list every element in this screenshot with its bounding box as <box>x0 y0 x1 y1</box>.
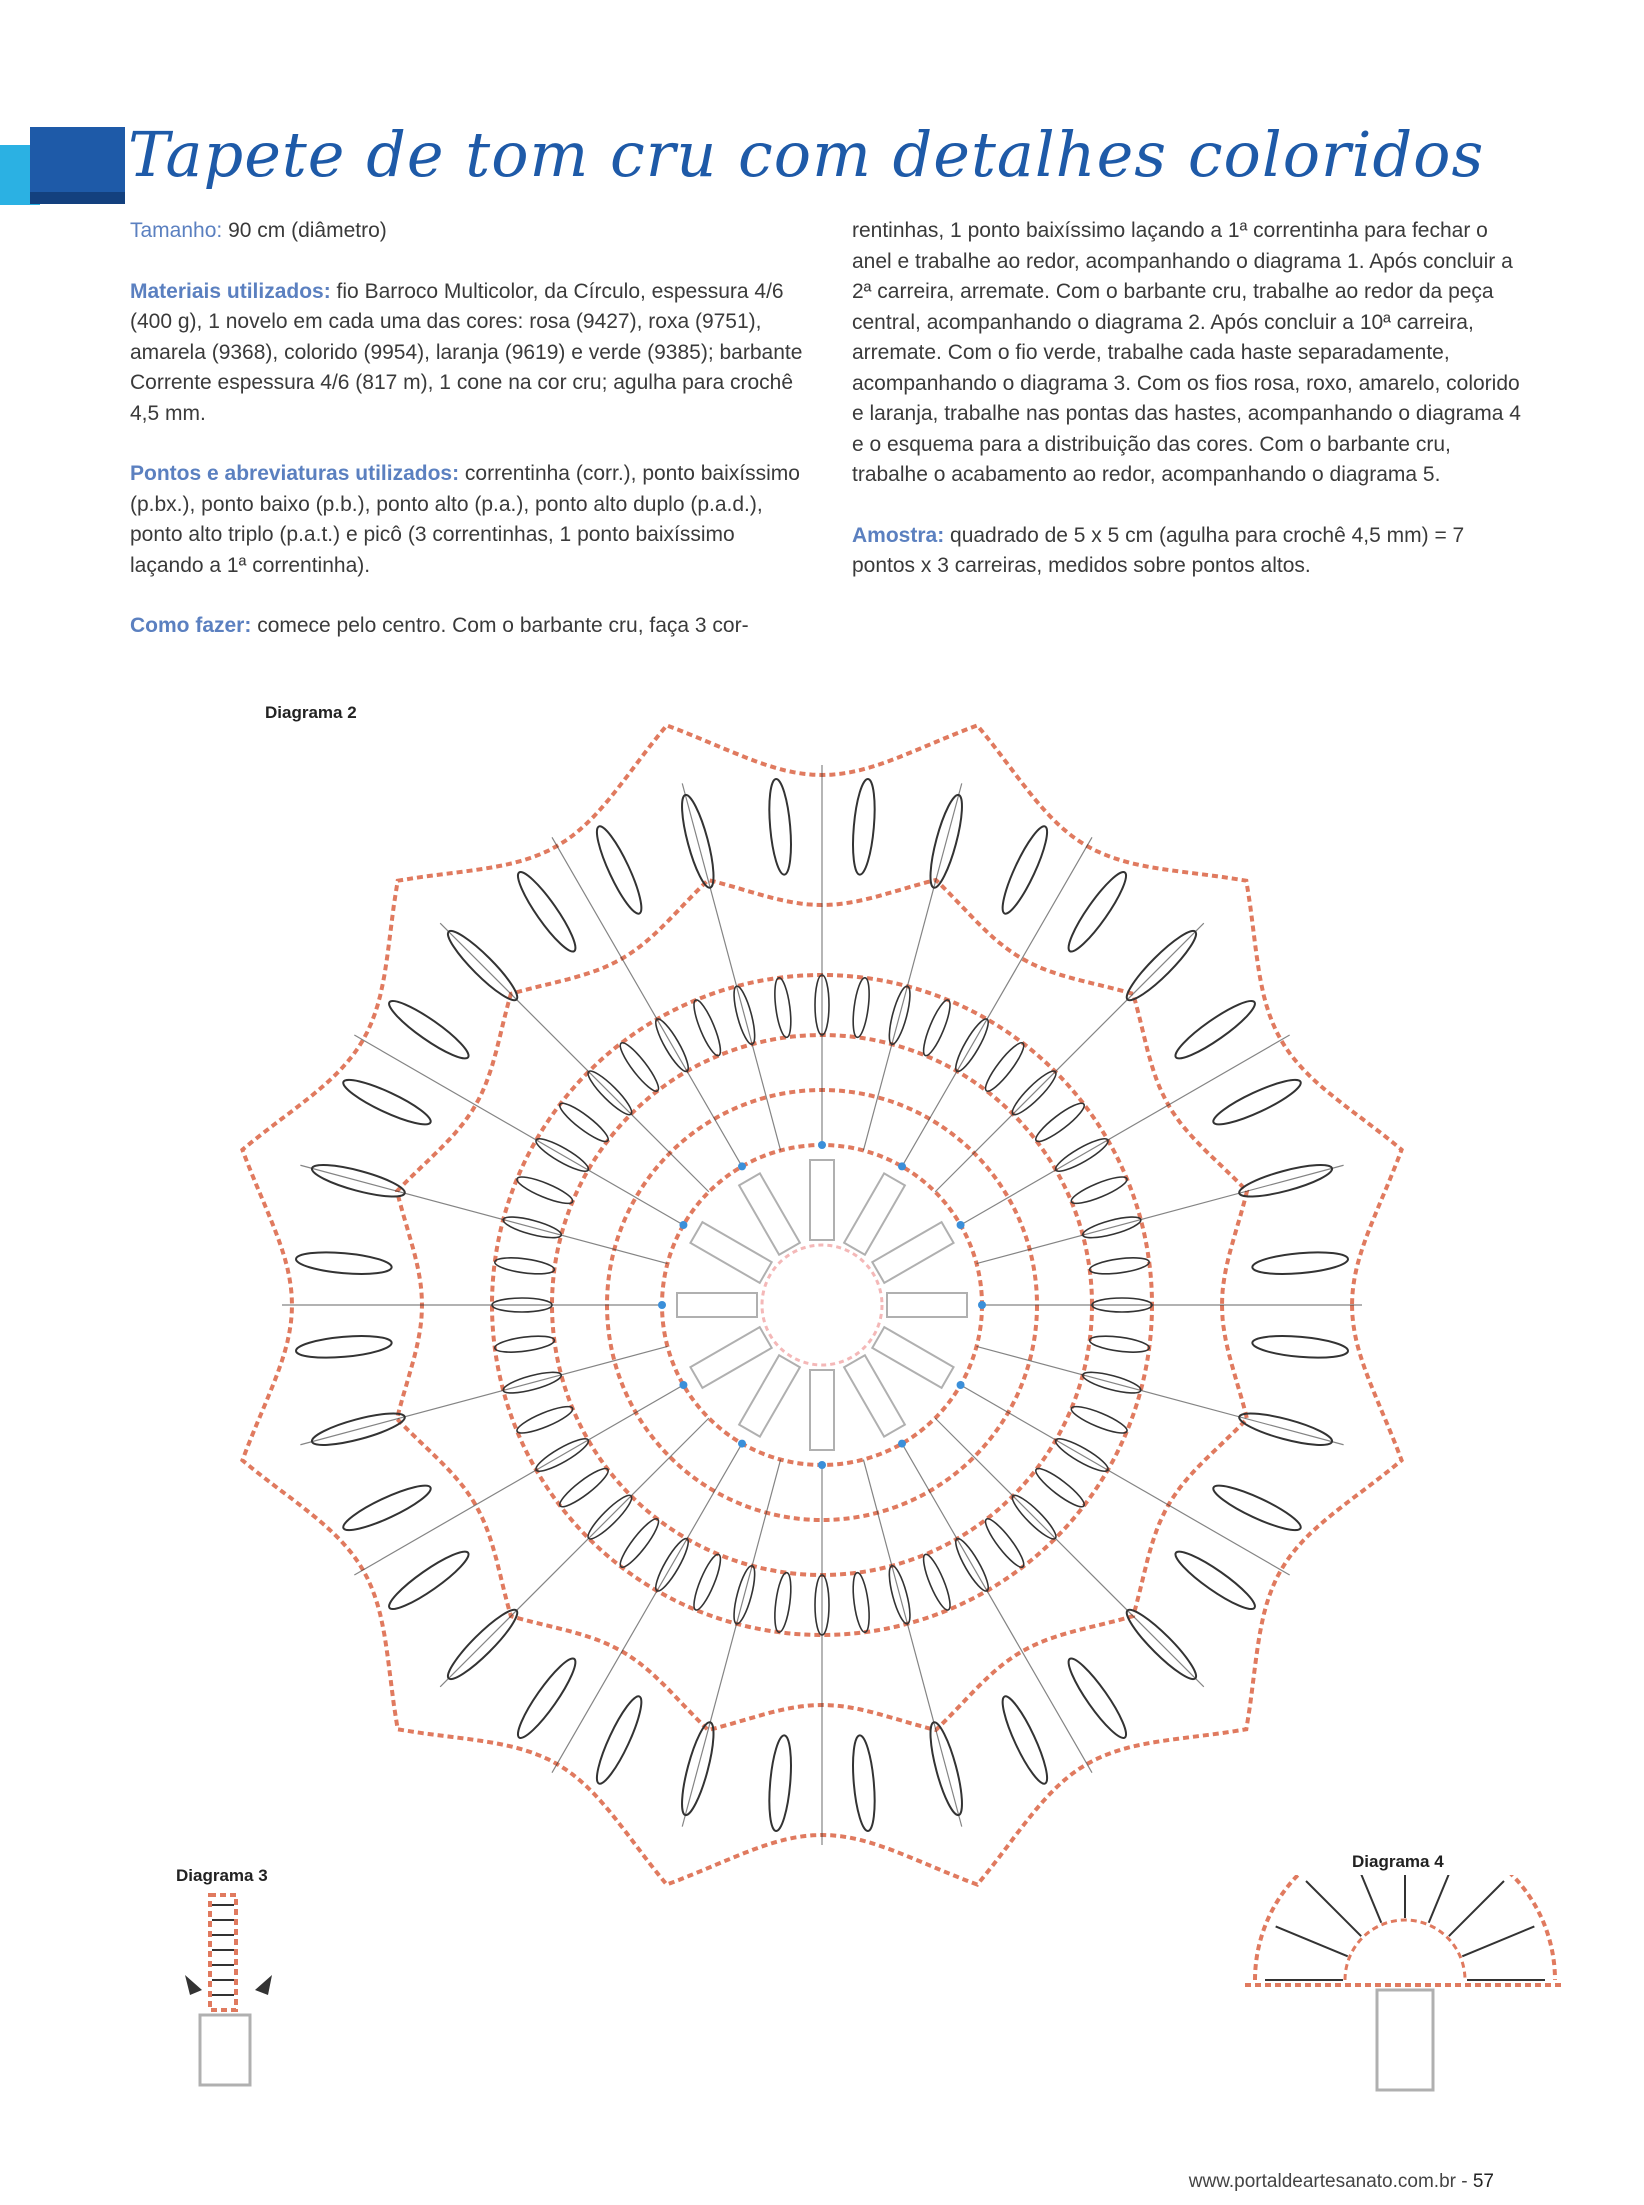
radial-spoke <box>552 1444 742 1773</box>
fan-stitch <box>1351 1875 1381 1923</box>
round-marker <box>978 1301 986 1309</box>
stitches-label: Pontos e abreviaturas utilizados: <box>130 462 460 485</box>
leaf-motif <box>1062 1653 1133 1743</box>
stem-base <box>200 2015 250 2085</box>
leaf-motif <box>511 1653 582 1743</box>
radial-spoke <box>440 1418 709 1687</box>
leaf-motif <box>339 1073 434 1132</box>
tab-main <box>30 127 125 192</box>
materials-text: fio Barroco Multicolor, da Círculo, espessura 4/6 (400 g), 1 novelo em cada uma das cores: rosa (9427), roxa (9751), amarela (9368), colorido (9954), laranja (9619) e verde (9385); barbante Corrente espessura 4/6 (817 m), 1 cone na cor cru; agulha para crochê 4,5 mm. <box>130 279 803 425</box>
inner-leaf-motif <box>919 997 955 1058</box>
center-petal <box>739 1173 800 1254</box>
inner-leaf-motif <box>494 1333 555 1355</box>
fan-stitch <box>1306 1881 1361 1936</box>
left-column <box>130 216 810 672</box>
leaf-motif <box>511 867 582 957</box>
footer-url[interactable]: www.portaldeartesanato.com.br <box>1188 2171 1456 2192</box>
fan-stitch <box>1276 1926 1348 1956</box>
diagram-3-graphic <box>180 1890 300 2090</box>
stitches-text: correntinha (corr.), ponto baixíssimo (p.bx.), ponto baixo (p.b.), ponto alto (p.a.), ponto alto duplo (p.a.d.), ponto alto triplo (p.a.t.) e picô (3 correntinhas, 1 ponto baixíssimo laçando a 1ª correntinha). <box>130 462 800 577</box>
leaf-motif <box>766 778 794 875</box>
stem-chain <box>210 1895 236 2010</box>
leaf-motif <box>850 778 878 875</box>
page-number: 57 <box>1472 2171 1494 2192</box>
inner-leaf-motif <box>494 1255 555 1277</box>
round-marker <box>738 1162 746 1170</box>
inner-leaf-motif <box>1089 1255 1150 1277</box>
diagram-2-label: Diagrama 2 <box>265 703 357 722</box>
center-petal <box>810 1160 834 1240</box>
page-footer <box>1189 2171 1494 2193</box>
center-petal <box>872 1327 953 1388</box>
size-label: Tamanho: <box>130 219 223 242</box>
leaf-motif <box>1062 867 1133 957</box>
radial-spoke <box>961 1385 1290 1575</box>
round-marker <box>898 1440 906 1448</box>
tab-shadow <box>30 192 125 204</box>
round-marker <box>679 1381 687 1389</box>
leaf-motif <box>384 1545 474 1616</box>
inner-leaf-motif <box>1069 1402 1130 1438</box>
howto-text-start: comece pelo centro. Com o barbante cru, faça 3 cor- <box>251 614 749 637</box>
radial-spoke <box>354 1035 683 1225</box>
round-marker <box>679 1221 687 1229</box>
center-petal <box>810 1370 834 1450</box>
stitches-paragraph <box>130 459 810 581</box>
sample-label: Amostra: <box>852 523 945 547</box>
radial-spoke <box>935 1418 1204 1687</box>
leaf-motif <box>295 1333 392 1361</box>
round-marker <box>818 1141 826 1149</box>
center-petal <box>739 1355 800 1436</box>
inner-leaf-motif <box>981 1515 1029 1571</box>
leaf-motif <box>1251 1249 1348 1277</box>
inner-leaf-motif <box>689 1552 725 1613</box>
diagram-2-graphic <box>0 630 1644 1960</box>
inner-leaf-motif <box>772 977 794 1038</box>
inner-leaf-motif <box>850 977 872 1038</box>
sample-paragraph <box>852 521 1532 582</box>
inner-leaf-motif <box>1032 1464 1088 1512</box>
round-marker <box>957 1381 965 1389</box>
round-marker <box>658 1301 666 1309</box>
center-petal <box>844 1173 905 1254</box>
page-title: Tapete de tom cru com detalhes coloridos <box>128 118 1485 191</box>
leaf-motif <box>1209 1479 1304 1538</box>
leaf-motif <box>384 994 474 1065</box>
center-petal <box>887 1293 967 1317</box>
inner-leaf-motif <box>772 1572 794 1633</box>
center-petal <box>690 1222 771 1283</box>
chain-ring-4 <box>662 1145 982 1465</box>
round-marker <box>738 1440 746 1448</box>
inner-leaf-motif <box>850 1572 872 1633</box>
radial-spoke <box>552 837 742 1166</box>
howto-label: Como fazer: <box>130 614 252 637</box>
sample-text: quadrado de 5 x 5 cm (agulha para crochê 4,5 mm) = 7 pontos x 3 carreiras, medidos sobre pontos altos. <box>852 523 1465 577</box>
round-marker <box>818 1461 826 1469</box>
inner-leaf-motif <box>616 1039 664 1095</box>
leaf-motif <box>1209 1073 1304 1132</box>
leaf-motif <box>850 1734 878 1831</box>
leaf-motif <box>766 1734 794 1831</box>
center-petal <box>690 1327 771 1388</box>
center-petal <box>677 1293 757 1317</box>
diagram-4-label: Diagrama 4 <box>1352 1852 1444 1871</box>
diagram-3-label: Diagrama 3 <box>176 1866 268 1885</box>
radial-spoke <box>682 783 780 1150</box>
right-column <box>852 216 1532 612</box>
radial-spoke <box>977 1165 1344 1263</box>
howto-continued: rentinhas, 1 ponto baixíssimo laçando a 1ª correntinha para fechar o anel e trabalhe ao redor, acompanhando o diagrama 1. Após concluir a 2ª carreira, arremate. Com o barbante cru, trabalhe ao redor da peça central, acompanhando o diagrama 2. Após concluir a 10ª carreira, arremate. Com o fio verde, trabalhe cada haste separadamente, acompanhando o diagrama 3. Com os fios rosa, roxo, amarelo, colorido e laranja, trabalhe nas pontas das hastes, acompanhando o diagrama 4 e o esquema para a distribuição das cores. Com o barbante cru, trabalhe o acabamento ao redor, acompanhando o diagrama 5. <box>852 219 1521 486</box>
inner-leaf-motif <box>1032 1099 1088 1147</box>
radial-spoke <box>935 923 1204 1192</box>
inner-leaf-motif <box>981 1039 1029 1095</box>
materials-label: Materiais utilizados: <box>130 279 331 303</box>
round-marker <box>957 1221 965 1229</box>
radial-spoke <box>354 1385 683 1575</box>
inner-leaf-motif <box>616 1515 664 1571</box>
center-petal <box>844 1355 905 1436</box>
size-paragraph <box>130 216 810 247</box>
leaf-motif <box>996 822 1055 917</box>
inner-leaf-motif <box>514 1172 575 1208</box>
radial-spoke <box>300 1165 667 1263</box>
leaf-motif <box>996 1692 1055 1787</box>
leaf-motif <box>339 1479 434 1538</box>
radial-spoke <box>863 783 961 1150</box>
leaf-motif <box>1170 1545 1260 1616</box>
diagram-4-graphic <box>1245 1875 1565 2095</box>
leaf-motif <box>590 1692 649 1787</box>
inner-leaf-motif <box>556 1464 612 1512</box>
fan-stitch <box>1429 1875 1459 1923</box>
radial-spoke <box>682 1460 780 1827</box>
inner-leaf-motif <box>514 1402 575 1438</box>
footer-sep: - <box>1455 2171 1473 2192</box>
leaf-motif <box>590 822 649 917</box>
inner-leaf-motif <box>689 997 725 1058</box>
center-petal <box>872 1222 953 1283</box>
radial-spoke <box>977 1346 1344 1444</box>
fan-inner-chain <box>1345 1920 1465 1980</box>
round-marker <box>898 1162 906 1170</box>
radial-spoke <box>961 1035 1290 1225</box>
size-text: 90 cm (diâmetro) <box>222 219 387 242</box>
center-ring <box>762 1245 882 1365</box>
fan-stitch <box>1462 1926 1534 1956</box>
inner-leaf-motif <box>1069 1172 1130 1208</box>
fan-stitch <box>1449 1881 1504 1936</box>
start-arrow-icon <box>185 1975 202 1995</box>
leaf-motif <box>1170 994 1260 1065</box>
end-arrow-icon <box>255 1975 272 1995</box>
leaf-motif <box>1251 1333 1348 1361</box>
radial-spoke <box>902 837 1092 1166</box>
radial-spoke <box>863 1460 961 1827</box>
leaf-motif <box>295 1249 392 1277</box>
radial-spoke <box>300 1346 667 1444</box>
fan-stem <box>1377 1990 1433 2090</box>
materials-paragraph <box>130 277 810 430</box>
section-tab <box>0 127 125 205</box>
radial-spoke <box>902 1444 1092 1773</box>
radial-spoke <box>440 923 709 1192</box>
inner-leaf-motif <box>919 1552 955 1613</box>
inner-leaf-motif <box>556 1099 612 1147</box>
inner-leaf-motif <box>1089 1333 1150 1355</box>
